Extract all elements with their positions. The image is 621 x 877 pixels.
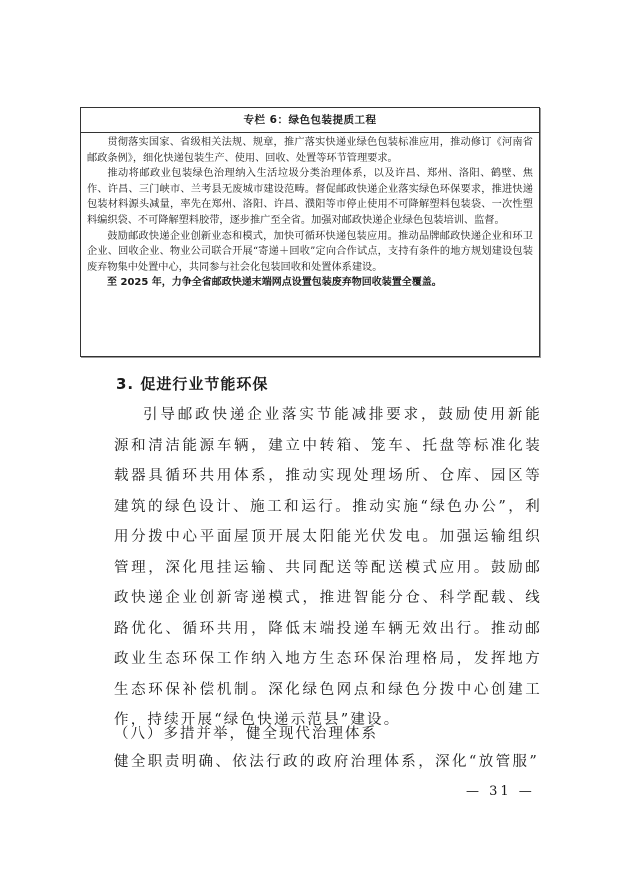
section-body-governance: 健全职责明确、依法行政的政府治理体系，深化“放管服” [114,754,540,770]
column-box-body [81,133,539,291]
column-box-green-packaging [80,107,540,357]
section-heading-governance: （八）多措并举，健全现代治理体系 [114,726,378,742]
column-paragraph: 贯彻落实国家、省级相关法规、规章，推广落实快递业绿色包装标准应用，推动修订《河南省邮政条例》，细化快递包装生产、使用、回收、处置等环节管理要求。 [87,137,533,164]
section-body-energy-saving [114,400,542,736]
column-paragraph: 鼓励邮政快递企业创新业态和模式，加快可循环快递包装应用。推动品牌邮政快递企业和环卫企业、回收企业、物业公司联合开展“寄递＋回收”定向合作试点，支持有条件的地方规划建设包装废弃物集中处置中心，共同参与社会化包装回收和处置体系建设。 [87,230,533,273]
column-goal: 至 2025 年，力争全省邮政快递末端网点设置包装废弃物回收装置全覆盖。 [107,277,442,289]
column-paragraph: 推动将邮政业包装绿色治理纳入生活垃圾分类治理体系，以及许昌、郑州、洛阳、鹤壁、焦作、许昌、三门峡市、兰考县无废城市建设范畴。督促邮政快递企业落实绿色环保要求，推进快递包装材料源头减量，率先在郑州、洛阳、许昌、濮阳等市停止使用不可降解塑料包装袋、一次性塑料编织袋、不可降解塑料胶带，逐步推广至全省。加强对邮政快递企业绿色包装培训、监督。 [87,168,533,226]
section-heading-energy-saving: 3. 促进行业节能环保 [116,375,269,393]
page-number: — 31 — [466,784,535,799]
column-box-title: 专栏 6：绿色包装提质工程 [81,108,539,133]
body-paragraph: 引导邮政快递企业落实节能减排要求，鼓励使用新能源和清洁能源车辆，建立中转箱、笼车、托盘等标准化装载器具循环共用体系，推动实现处理场所、仓库、园区等建筑的绿色设计、施工和运行。推动实施“绿色办公”，利用分拨中心平面屋顶开展太阳能光伏发电。加强运输组织管理，深化甩挂运输、共同配送等配送模式应用。鼓励邮政快递企业创新寄递模式，推进智能分仓、科学配载、线路优化、循环共用，降低末端投递车辆无效出行。推动邮政业生态环保工作纳入地方生态环保治理格局，发挥地方生态环保补偿机制。深化绿色网点和绿色分拨中心创建工作，持续开展“绿色快递示范县”建设。 [114,407,542,728]
